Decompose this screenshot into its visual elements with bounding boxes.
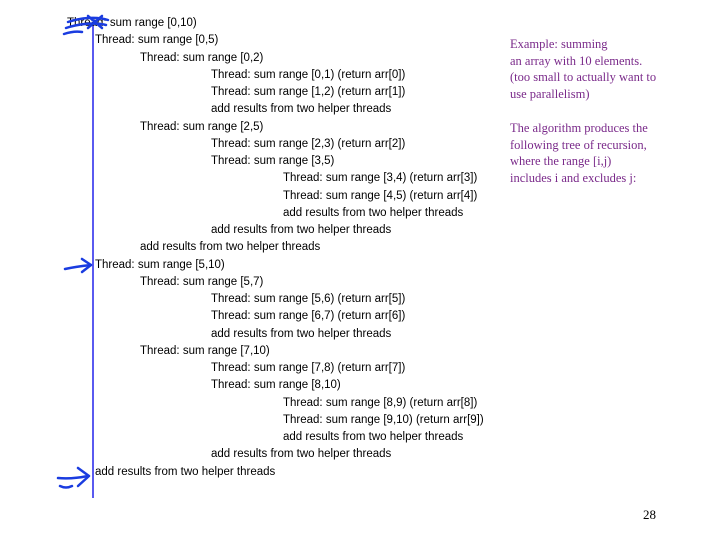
trace-line: Thread: sum range [0,2): [140, 51, 264, 64]
trace-line: Thread: sum range [0,5): [95, 34, 219, 47]
trace-line: add results from two helper threads: [283, 431, 464, 443]
trace-line: Thread: sum range [9,10) (return arr[9]): [283, 413, 484, 426]
trace-line: Thread: sum range [1,2) (return arr[1]): [211, 86, 406, 98]
trace-line: add results from two helper threads: [95, 465, 276, 478]
algorithm-note: The algorithm produces the following tree of recursion, where the range [i,j) includes i and excludes j:: [510, 121, 648, 185]
pen-arrow-icon: [54, 464, 94, 492]
trace-line: Thread: sum range [5,6) (return arr[5]): [211, 293, 406, 305]
trace-line: add results from two helper threads: [211, 224, 392, 236]
trace-line: Thread: sum range [8,10): [211, 379, 341, 392]
trace-line: Thread: sum range [3,5): [211, 155, 335, 167]
pen-scribble-icon: [58, 12, 118, 40]
trace-line: Thread: sum range [5,10): [95, 258, 225, 271]
trace-line: Thread: sum range [8,9) (return arr[8]): [283, 396, 478, 409]
trace-line: Thread: sum range [6,7) (return arr[6]): [211, 310, 406, 323]
trace-line: Thread: sum range [2,5): [140, 120, 264, 133]
trace-line: add results from two helper threads: [211, 327, 392, 340]
trace-line: Thread: sum range [5,7): [140, 275, 264, 288]
example-note: Example: summing an array with 10 elements. (too small to actually want to use parallelism): [510, 37, 657, 101]
trace-line: Thread: sum range [4,5) (return arr[4]): [283, 189, 478, 202]
trace-line: add results from two helper threads: [211, 103, 392, 116]
trace-line: Thread: sum range [7,10): [140, 344, 270, 357]
pen-arrow-icon: [62, 255, 96, 277]
trace-line: add results from two helper threads: [140, 241, 321, 254]
trace-line: add results from two helper threads: [283, 206, 464, 219]
trace-line: Thread: sum range [7,8) (return arr[7]): [211, 362, 406, 374]
trace-line: Thread: sum range [3,4) (return arr[3]): [283, 172, 478, 185]
trace-line: Thread: sum range [0,1) (return arr[0]): [211, 68, 406, 81]
trace-line: add results from two helper threads: [211, 448, 392, 461]
trace-line: Thread: sum range [0,10): [67, 17, 197, 29]
trace-line: Thread: sum range [2,3) (return arr[2]): [211, 137, 406, 150]
page-number: 28: [643, 507, 656, 522]
